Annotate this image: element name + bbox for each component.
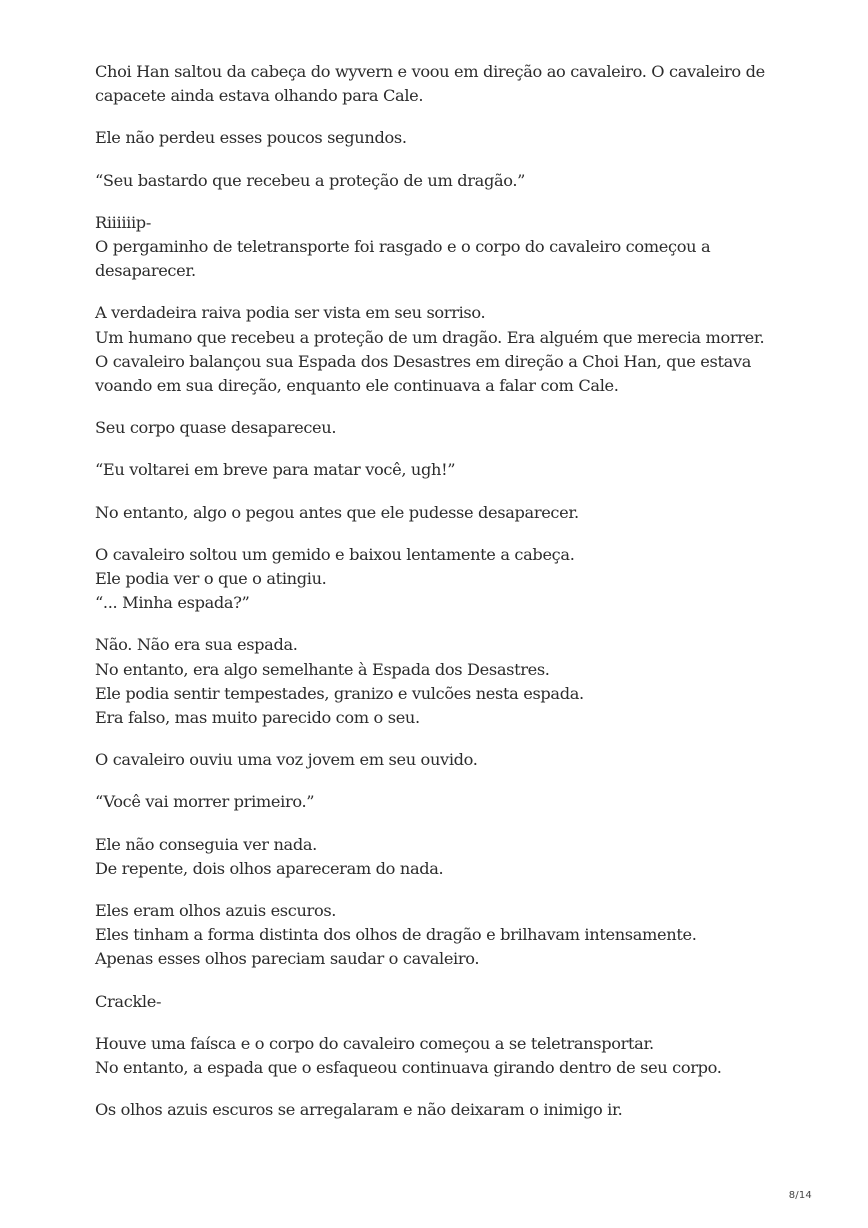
page-number: 8/14 bbox=[788, 1190, 812, 1201]
text-line: Crackle- bbox=[95, 991, 162, 1011]
body-text bbox=[95, 60, 795, 1141]
text-line: Era falso, mas muito parecido com o seu. bbox=[95, 708, 420, 728]
paragraph bbox=[95, 1032, 795, 1080]
text-line: Ele não perdeu esses poucos segundos. bbox=[95, 128, 407, 148]
paragraph bbox=[95, 126, 795, 150]
paragraph bbox=[95, 60, 795, 108]
paragraph bbox=[95, 416, 795, 440]
paragraph bbox=[95, 301, 795, 398]
text-line: Apenas esses olhos pareciam saudar o cavaleiro. bbox=[95, 949, 480, 969]
text-line: “Eu voltarei em breve para matar você, ugh!” bbox=[95, 460, 456, 480]
text-line: “Você vai morrer primeiro.” bbox=[95, 792, 315, 812]
paragraph bbox=[95, 899, 795, 972]
text-line: A verdadeira raiva podia ser vista em seu sorriso. bbox=[95, 303, 486, 323]
text-line: Ele podia ver o que o atingiu. bbox=[95, 569, 327, 589]
text-line: O pergaminho de teletransporte foi rasgado e o corpo do cavaleiro começou a bbox=[95, 237, 711, 257]
paragraph bbox=[95, 458, 795, 482]
text-line: Um humano que recebeu a proteção de um dragão. Era alguém que merecia morrer. bbox=[95, 327, 765, 347]
text-line: No entanto, a espada que o esfaqueou continuava girando dentro de seu corpo. bbox=[95, 1058, 722, 1078]
text-line: De repente, dois olhos apareceram do nada. bbox=[95, 858, 444, 878]
paragraph bbox=[95, 790, 795, 814]
text-line: “... Minha espada?” bbox=[95, 593, 250, 613]
text-line: Houve uma faísca e o corpo do cavaleiro começou a se teletransportar. bbox=[95, 1033, 654, 1053]
text-line: O cavaleiro ouviu uma voz jovem em seu ouvido. bbox=[95, 750, 478, 770]
text-line: Ele podia sentir tempestades, granizo e vulcões nesta espada. bbox=[95, 683, 584, 703]
text-line: O cavaleiro soltou um gemido e baixou lentamente a cabeça. bbox=[95, 544, 575, 564]
paragraph bbox=[95, 169, 795, 193]
paragraph bbox=[95, 1098, 795, 1122]
text-line: Ele não conseguia ver nada. bbox=[95, 834, 317, 854]
text-line: No entanto, era algo semelhante à Espada dos Desastres. bbox=[95, 659, 550, 679]
text-line: Riiiiiip- bbox=[95, 212, 151, 232]
text-line: Seu corpo quase desapareceu. bbox=[95, 418, 337, 438]
text-line: Os olhos azuis escuros se arregalaram e não deixaram o inimigo ir. bbox=[95, 1100, 623, 1120]
text-line: voando em sua direção, enquanto ele continuava a falar com Cale. bbox=[95, 376, 619, 396]
text-line: No entanto, algo o pegou antes que ele pudesse desaparecer. bbox=[95, 502, 579, 522]
text-line: desaparecer. bbox=[95, 261, 196, 281]
text-line: Choi Han saltou da cabeça do wyvern e voou em direção ao cavaleiro. O cavaleiro de bbox=[95, 62, 765, 81]
text-line: Eles tinham a forma distinta dos olhos de dragão e brilhavam intensamente. bbox=[95, 925, 697, 945]
paragraph bbox=[95, 633, 795, 730]
paragraph bbox=[95, 748, 795, 772]
paragraph bbox=[95, 211, 795, 284]
text-line: Não. Não era sua espada. bbox=[95, 635, 298, 655]
paragraph bbox=[95, 501, 795, 525]
paragraph bbox=[95, 543, 795, 616]
text-line: “Seu bastardo que recebeu a proteção de um dragão.” bbox=[95, 170, 526, 190]
paragraph bbox=[95, 833, 795, 881]
text-line: Eles eram olhos azuis escuros. bbox=[95, 901, 337, 921]
text-line: O cavaleiro balançou sua Espada dos Desastres em direção a Choi Han, que estava bbox=[95, 351, 752, 371]
text-line: capacete ainda estava olhando para Cale. bbox=[95, 86, 424, 106]
paragraph bbox=[95, 990, 795, 1014]
